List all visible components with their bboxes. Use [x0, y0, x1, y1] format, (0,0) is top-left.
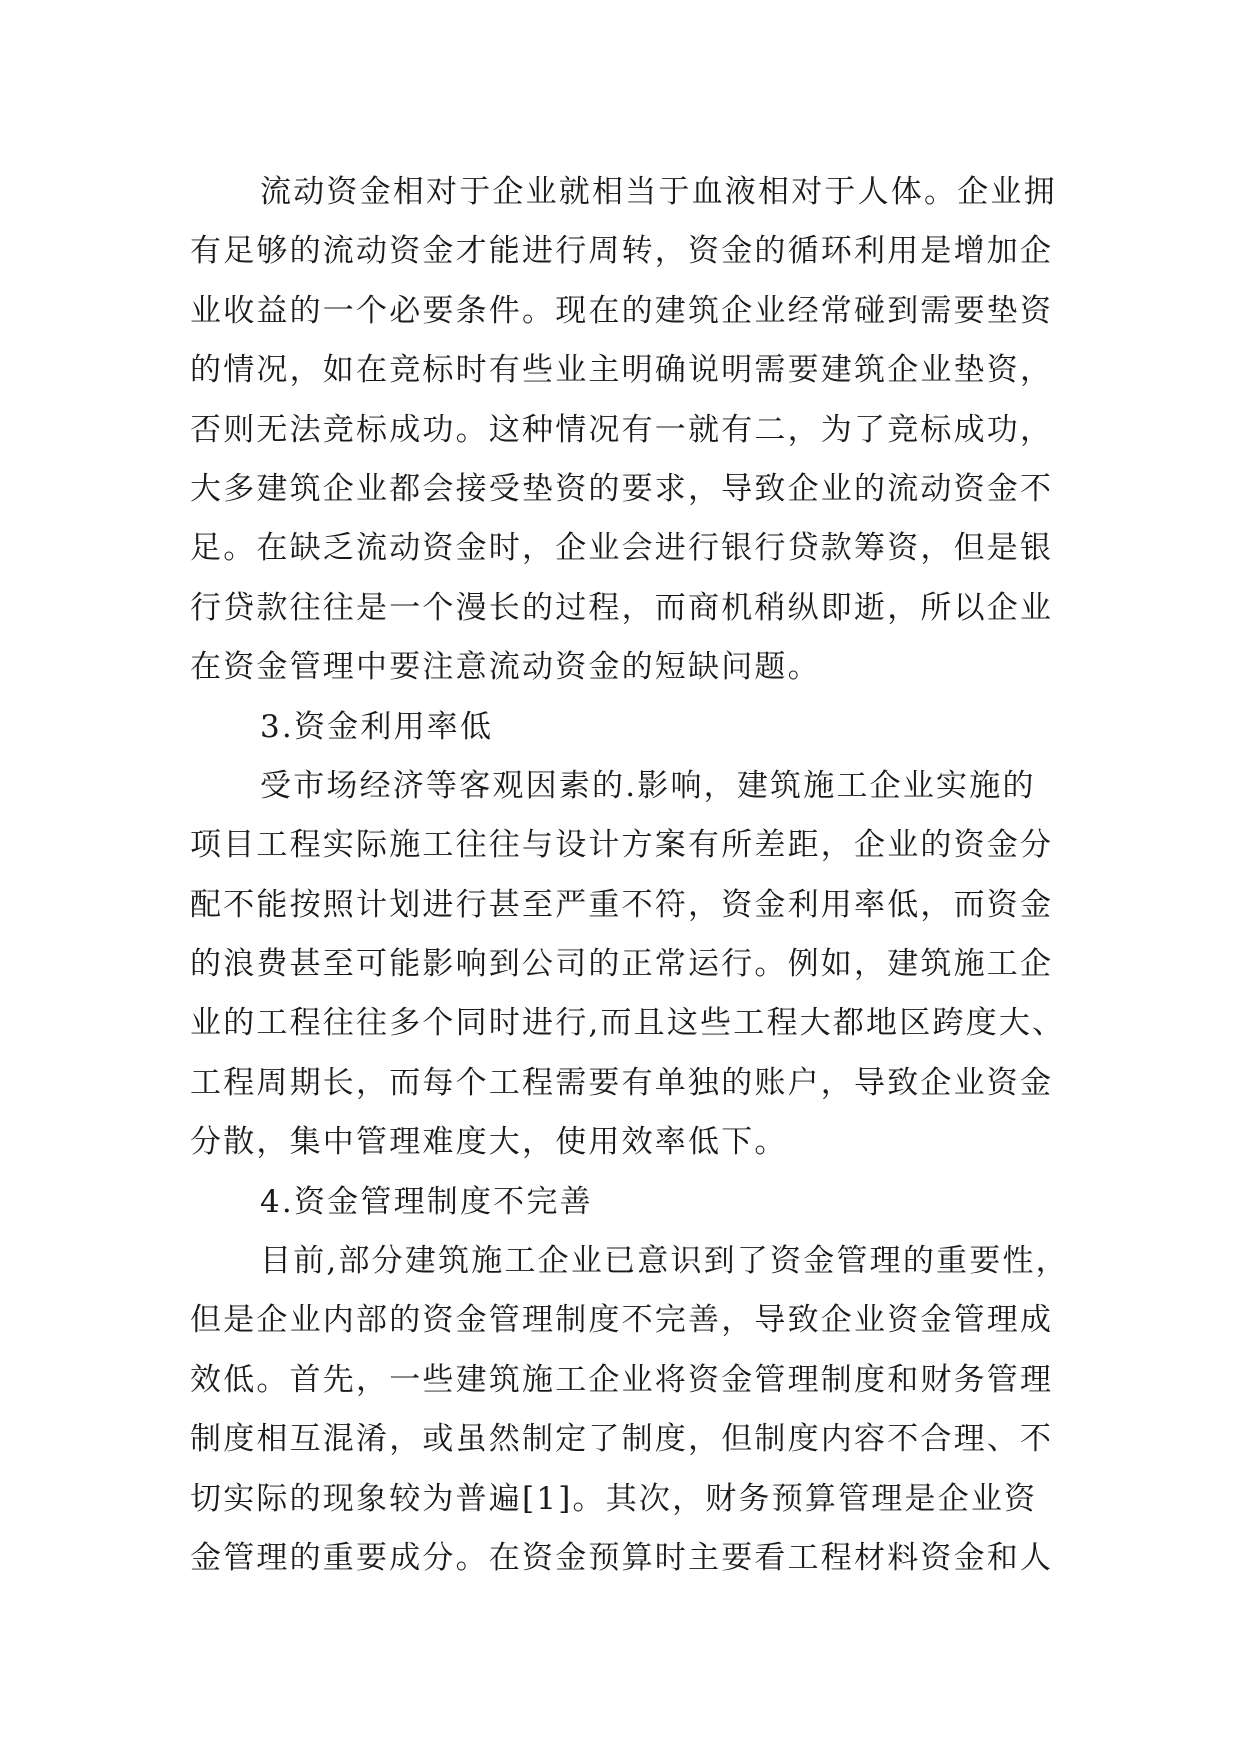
paragraph-line: 目前,部分建筑施工企业已意识到了资金管理的重要性， — [260, 1243, 1069, 1280]
paragraph-line: 在资金管理中要注意流动资金的短缺问题。 — [190, 649, 821, 686]
paragraph-line: 业收益的一个必要条件。现在的建筑企业经常碰到需要垫资 — [190, 292, 1054, 329]
paragraph-line: 金管理的重要成分。在资金预算时主要看工程材料资金和人 — [190, 1539, 1054, 1576]
paragraph-line: 大多建筑企业都会接受垫资的要求，导致企业的流动资金不 — [190, 470, 1054, 507]
paragraph-line: 否则无法竞标成功。这种情况有一就有二，为了竞标成功， — [190, 411, 1054, 448]
paragraph-line: 效低。首先，一些建筑施工企业将资金管理制度和财务管理 — [190, 1361, 1054, 1398]
paragraph-line: 业的工程往往多个同时进行,而且这些工程大都地区跨度大、 — [190, 1005, 1066, 1042]
paragraph-line: 制度相互混淆，或虽然制定了制度，但制度内容不合理、不 — [190, 1421, 1054, 1458]
paragraph-line: 切实际的现象较为普遍[1]。其次，财务预算管理是企业资 — [190, 1480, 1038, 1517]
paragraph-line: 分散，集中管理难度大，使用效率低下。 — [190, 1124, 788, 1161]
paragraph-line: 受市场经济等客观因素的.影响，建筑施工企业实施的 — [260, 767, 1036, 804]
paragraph-line: 项目工程实际施工往往与设计方案有所差距，企业的资金分 — [190, 827, 1054, 864]
paragraph-line: 的浪费甚至可能影响到公司的正常运行。例如，建筑施工企 — [190, 946, 1054, 983]
paragraph-line: 有足够的流动资金才能进行周转，资金的循环利用是增加企 — [190, 233, 1054, 270]
paragraph-line: 工程周期长，而每个工程需要有单独的账户，导致企业资金 — [190, 1064, 1054, 1101]
paragraph-line: 配不能按照计划进行甚至严重不符，资金利用率低，而资金 — [190, 886, 1054, 923]
paragraph-line: 但是企业内部的资金管理制度不完善，导致企业资金管理成 — [190, 1302, 1054, 1339]
paragraph-line: 足。在缺乏流动资金时，企业会进行银行贷款筹资，但是银 — [190, 530, 1054, 567]
body-text — [190, 163, 1069, 1588]
section-heading: 4.资金管理制度不完善 — [260, 1183, 593, 1220]
paragraph-line: 行贷款往往是一个漫长的过程，而商机稍纵即逝，所以企业 — [190, 589, 1054, 626]
paragraph-line: 流动资金相对于企业就相当于血液相对于人体。企业拥 — [260, 174, 1057, 210]
paragraph-line: 的情况，如在竞标时有些业主明确说明需要建筑企业垫资， — [190, 352, 1054, 389]
section-heading: 3.资金利用率低 — [260, 708, 494, 745]
